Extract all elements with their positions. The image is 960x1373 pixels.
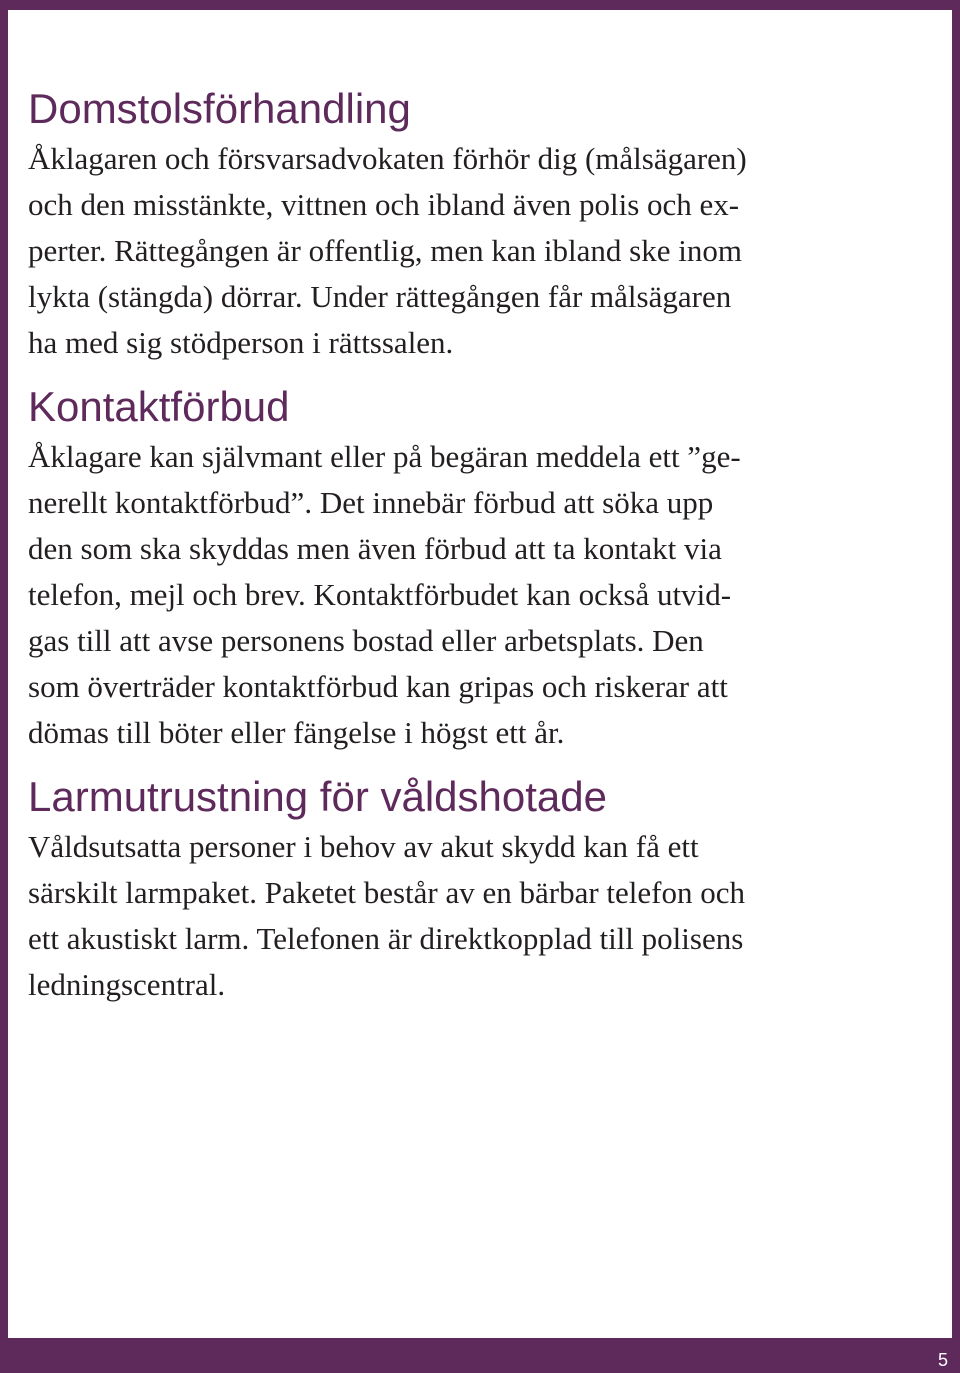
page-footer-bar <box>0 1338 960 1373</box>
section-domstolsforhandling <box>28 82 918 366</box>
text-line: lykta (stängda) dörrar. Under rättegången får målsägaren <box>28 279 732 314</box>
text-line: som överträder kontaktförbud kan gripas och riskerar att <box>28 669 728 704</box>
section-body <box>28 136 918 366</box>
page-content <box>28 82 918 1008</box>
page-border-left <box>0 0 8 1373</box>
section-heading: Domstolsförhandling <box>28 85 411 132</box>
text-line: ha med sig stödperson i rättssalen. <box>28 325 454 360</box>
text-line: den som ska skyddas men även förbud att ta kontakt via <box>28 531 722 566</box>
page-number: 5 <box>937 1350 948 1370</box>
text-line: perter. Rättegången är offentlig, men kan ibland ske inom <box>28 233 742 268</box>
section-body <box>28 824 918 1008</box>
text-line: nerellt kontaktförbud”. Det innebär förbud att söka upp <box>28 485 714 520</box>
text-line: Åklagare kan självmant eller på begäran meddela ett ”ge- <box>28 439 741 474</box>
section-larmutrustning <box>28 770 918 1008</box>
text-line: och den misstänkte, vittnen och ibland även polis och ex- <box>28 187 740 222</box>
section-body <box>28 434 918 756</box>
text-line: Åklagaren och försvarsadvokaten förhör dig (målsägaren) <box>28 141 747 176</box>
section-heading: Kontaktförbud <box>28 383 290 430</box>
section-kontaktforbud <box>28 380 918 756</box>
text-line: Våldsutsatta personer i behov av akut skydd kan få ett <box>28 829 699 864</box>
text-line: dömas till böter eller fängelse i högst ett år. <box>28 715 565 750</box>
page-border-top <box>0 0 960 10</box>
section-heading: Larmutrustning för våldshotade <box>28 773 607 820</box>
text-line: telefon, mejl och brev. Kontaktförbudet kan också utvid- <box>28 577 732 612</box>
text-line: ett akustiskt larm. Telefonen är direktkopplad till polisens <box>28 921 744 956</box>
text-line: särskilt larmpaket. Paketet består av en bärbar telefon och <box>28 875 746 910</box>
text-line: ledningscentral. <box>28 967 226 1002</box>
page-border-right <box>952 0 960 1373</box>
text-line: gas till att avse personens bostad eller arbetsplats. Den <box>28 623 704 658</box>
